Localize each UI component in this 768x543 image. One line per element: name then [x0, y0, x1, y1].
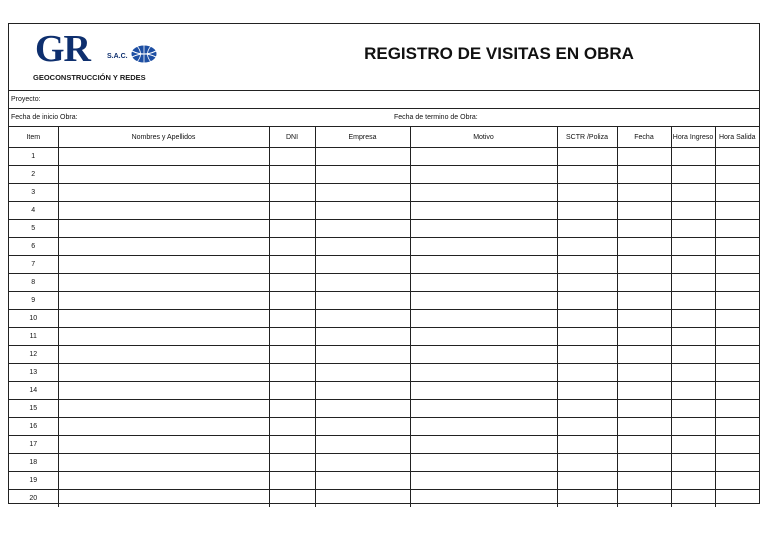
- reason-cell[interactable]: [410, 364, 557, 382]
- dni-cell[interactable]: [269, 202, 315, 220]
- name-cell[interactable]: [58, 472, 269, 490]
- sctr-cell[interactable]: [557, 274, 617, 292]
- date-cell[interactable]: [617, 346, 671, 364]
- date-cell[interactable]: [617, 382, 671, 400]
- reason-cell[interactable]: [410, 274, 557, 292]
- name-cell[interactable]: [58, 238, 269, 256]
- reason-cell[interactable]: [410, 184, 557, 202]
- name-cell[interactable]: [58, 148, 269, 166]
- table-row: [9, 202, 759, 220]
- date-cell[interactable]: [617, 472, 671, 490]
- time-out-cell[interactable]: [715, 292, 759, 310]
- company-cell[interactable]: [315, 382, 410, 400]
- date-cell[interactable]: [617, 166, 671, 184]
- company-name: GEOCONSTRUCCIÓN Y REDES: [33, 73, 146, 82]
- table-row: [9, 310, 759, 328]
- table-row: [9, 220, 759, 238]
- sctr-cell[interactable]: [557, 364, 617, 382]
- start-date-label: Fecha de inicio Obra:: [11, 114, 78, 121]
- time-in-cell[interactable]: [671, 238, 715, 256]
- sctr-cell[interactable]: [557, 256, 617, 274]
- company-cell[interactable]: [315, 238, 410, 256]
- dni-cell[interactable]: [269, 184, 315, 202]
- reason-cell[interactable]: [410, 328, 557, 346]
- company-cell[interactable]: [315, 490, 410, 508]
- name-cell[interactable]: [58, 400, 269, 418]
- table-header-row: [9, 127, 759, 148]
- date-cell[interactable]: [617, 292, 671, 310]
- time-out-cell[interactable]: [715, 436, 759, 454]
- name-cell[interactable]: [58, 382, 269, 400]
- date-cell[interactable]: [617, 274, 671, 292]
- reason-cell[interactable]: [410, 436, 557, 454]
- table-row: [9, 454, 759, 472]
- header-date: Fecha: [617, 127, 671, 148]
- table-row: [9, 364, 759, 382]
- dni-cell[interactable]: [269, 310, 315, 328]
- item-number: 1: [9, 148, 58, 166]
- time-out-cell[interactable]: [715, 490, 759, 508]
- company-cell[interactable]: [315, 436, 410, 454]
- time-out-cell[interactable]: [715, 148, 759, 166]
- dni-cell[interactable]: [269, 382, 315, 400]
- name-cell[interactable]: [58, 346, 269, 364]
- reason-cell[interactable]: [410, 382, 557, 400]
- company-cell[interactable]: [315, 400, 410, 418]
- time-out-cell[interactable]: [715, 184, 759, 202]
- item-number: 11: [9, 328, 58, 346]
- reason-cell[interactable]: [410, 166, 557, 184]
- dni-cell[interactable]: [269, 400, 315, 418]
- reason-cell[interactable]: [410, 490, 557, 508]
- time-out-cell[interactable]: [715, 274, 759, 292]
- company-cell[interactable]: [315, 202, 410, 220]
- date-cell[interactable]: [617, 220, 671, 238]
- reason-cell[interactable]: [410, 202, 557, 220]
- table-row: [9, 400, 759, 418]
- dni-cell[interactable]: [269, 256, 315, 274]
- company-cell[interactable]: [315, 220, 410, 238]
- time-out-cell[interactable]: [715, 220, 759, 238]
- document-header: [9, 24, 759, 91]
- time-in-cell[interactable]: [671, 364, 715, 382]
- sctr-cell[interactable]: [557, 382, 617, 400]
- sctr-cell[interactable]: [557, 220, 617, 238]
- name-cell[interactable]: [58, 490, 269, 508]
- company-cell[interactable]: [315, 310, 410, 328]
- time-out-cell[interactable]: [715, 418, 759, 436]
- sctr-cell[interactable]: [557, 346, 617, 364]
- item-number: 8: [9, 274, 58, 292]
- reason-cell[interactable]: [410, 346, 557, 364]
- time-in-cell[interactable]: [671, 436, 715, 454]
- item-number: 2: [9, 166, 58, 184]
- company-cell[interactable]: [315, 148, 410, 166]
- item-number: 18: [9, 454, 58, 472]
- name-cell[interactable]: [58, 166, 269, 184]
- time-out-cell[interactable]: [715, 400, 759, 418]
- time-in-cell[interactable]: [671, 328, 715, 346]
- table-row: [9, 490, 759, 508]
- name-cell[interactable]: [58, 220, 269, 238]
- company-cell[interactable]: [315, 454, 410, 472]
- visits-table: [9, 127, 759, 507]
- date-cell[interactable]: [617, 310, 671, 328]
- header-company: Empresa: [315, 127, 410, 148]
- document-title: REGISTRO DE VISITAS EN OBRA: [364, 44, 634, 63]
- table-row: [9, 328, 759, 346]
- dni-cell[interactable]: [269, 418, 315, 436]
- table-row: [9, 256, 759, 274]
- reason-cell[interactable]: [410, 256, 557, 274]
- item-number: 5: [9, 220, 58, 238]
- date-cell[interactable]: [617, 490, 671, 508]
- time-out-cell[interactable]: [715, 454, 759, 472]
- sctr-cell[interactable]: [557, 436, 617, 454]
- item-number: 19: [9, 472, 58, 490]
- sctr-cell[interactable]: [557, 454, 617, 472]
- logo-suffix: S.A.C.: [107, 53, 128, 60]
- sctr-cell[interactable]: [557, 148, 617, 166]
- date-cell[interactable]: [617, 148, 671, 166]
- table-row: [9, 436, 759, 454]
- company-cell[interactable]: [315, 292, 410, 310]
- name-cell[interactable]: [58, 454, 269, 472]
- time-in-cell[interactable]: [671, 490, 715, 508]
- project-row: [9, 91, 759, 109]
- header-item: Item: [9, 127, 58, 148]
- name-cell[interactable]: [58, 274, 269, 292]
- reason-cell[interactable]: [410, 292, 557, 310]
- dni-cell[interactable]: [269, 490, 315, 508]
- date-cell[interactable]: [617, 400, 671, 418]
- name-cell[interactable]: [58, 202, 269, 220]
- reason-cell[interactable]: [410, 310, 557, 328]
- table-row: [9, 184, 759, 202]
- time-in-cell[interactable]: [671, 382, 715, 400]
- time-in-cell[interactable]: [671, 418, 715, 436]
- dni-cell[interactable]: [269, 346, 315, 364]
- header-reason: Motivo: [410, 127, 557, 148]
- date-cell[interactable]: [617, 364, 671, 382]
- item-number: 13: [9, 364, 58, 382]
- dni-cell[interactable]: [269, 148, 315, 166]
- company-cell[interactable]: [315, 274, 410, 292]
- item-number: 12: [9, 346, 58, 364]
- time-out-cell[interactable]: [715, 364, 759, 382]
- item-number: 10: [9, 310, 58, 328]
- time-out-cell[interactable]: [715, 382, 759, 400]
- time-in-cell[interactable]: [671, 292, 715, 310]
- item-number: 4: [9, 202, 58, 220]
- reason-cell[interactable]: [410, 238, 557, 256]
- time-out-cell[interactable]: [715, 202, 759, 220]
- reason-cell[interactable]: [410, 220, 557, 238]
- company-cell[interactable]: [315, 166, 410, 184]
- item-number: 20: [9, 490, 58, 508]
- item-number: 3: [9, 184, 58, 202]
- time-out-cell[interactable]: [715, 238, 759, 256]
- dni-cell[interactable]: [269, 292, 315, 310]
- header-dni: DNI: [269, 127, 315, 148]
- company-cell[interactable]: [315, 364, 410, 382]
- reason-cell[interactable]: [410, 454, 557, 472]
- dni-cell[interactable]: [269, 166, 315, 184]
- company-cell[interactable]: [315, 346, 410, 364]
- name-cell[interactable]: [58, 436, 269, 454]
- item-number: 15: [9, 400, 58, 418]
- reason-cell[interactable]: [410, 400, 557, 418]
- date-cell[interactable]: [617, 256, 671, 274]
- table-row: [9, 346, 759, 364]
- item-number: 6: [9, 238, 58, 256]
- time-in-cell[interactable]: [671, 400, 715, 418]
- reason-cell[interactable]: [410, 148, 557, 166]
- header-sctr: SCTR /Poliza: [557, 127, 617, 148]
- name-cell[interactable]: [58, 328, 269, 346]
- time-in-cell[interactable]: [671, 184, 715, 202]
- item-number: 17: [9, 436, 58, 454]
- date-cell[interactable]: [617, 436, 671, 454]
- company-cell[interactable]: [315, 184, 410, 202]
- name-cell[interactable]: [58, 364, 269, 382]
- company-cell[interactable]: [315, 256, 410, 274]
- date-cell[interactable]: [617, 184, 671, 202]
- sctr-cell[interactable]: [557, 310, 617, 328]
- date-cell[interactable]: [617, 202, 671, 220]
- time-out-cell[interactable]: [715, 166, 759, 184]
- time-in-cell[interactable]: [671, 454, 715, 472]
- table-row: [9, 238, 759, 256]
- item-number: 9: [9, 292, 58, 310]
- logo-mark: GR: [35, 28, 90, 70]
- table-row: [9, 382, 759, 400]
- reason-cell[interactable]: [410, 418, 557, 436]
- end-date-label: Fecha de termino de Obra:: [394, 114, 478, 121]
- time-out-cell[interactable]: [715, 472, 759, 490]
- company-cell[interactable]: [315, 418, 410, 436]
- table-row: [9, 292, 759, 310]
- sctr-cell[interactable]: [557, 166, 617, 184]
- sctr-cell[interactable]: [557, 490, 617, 508]
- company-cell[interactable]: [315, 328, 410, 346]
- table-row: [9, 166, 759, 184]
- dni-cell[interactable]: [269, 436, 315, 454]
- sctr-cell[interactable]: [557, 328, 617, 346]
- dni-cell[interactable]: [269, 454, 315, 472]
- date-cell[interactable]: [617, 418, 671, 436]
- sctr-cell[interactable]: [557, 184, 617, 202]
- time-in-cell[interactable]: [671, 202, 715, 220]
- table-row: [9, 418, 759, 436]
- header-time-in: Hora Ingreso: [671, 127, 715, 148]
- name-cell[interactable]: [58, 292, 269, 310]
- time-in-cell[interactable]: [671, 274, 715, 292]
- sctr-cell[interactable]: [557, 400, 617, 418]
- name-cell[interactable]: [58, 256, 269, 274]
- time-out-cell[interactable]: [715, 256, 759, 274]
- item-number: 16: [9, 418, 58, 436]
- sctr-cell[interactable]: [557, 472, 617, 490]
- time-out-cell[interactable]: [715, 328, 759, 346]
- time-out-cell[interactable]: [715, 310, 759, 328]
- header-time-out: Hora Salida: [715, 127, 759, 148]
- sctr-cell[interactable]: [557, 202, 617, 220]
- date-cell[interactable]: [617, 328, 671, 346]
- table-row: [9, 472, 759, 490]
- sctr-cell[interactable]: [557, 418, 617, 436]
- company-logo: [31, 29, 191, 87]
- time-in-cell[interactable]: [671, 346, 715, 364]
- table-row: [9, 274, 759, 292]
- time-in-cell[interactable]: [671, 166, 715, 184]
- visit-register-sheet: [8, 23, 760, 504]
- name-cell[interactable]: [58, 418, 269, 436]
- time-in-cell[interactable]: [671, 148, 715, 166]
- dates-row: [9, 109, 759, 127]
- sctr-cell[interactable]: [557, 238, 617, 256]
- header-names: Nombres y Apellidos: [58, 127, 269, 148]
- project-label: Proyecto:: [11, 96, 41, 103]
- date-cell[interactable]: [617, 454, 671, 472]
- dni-cell[interactable]: [269, 274, 315, 292]
- date-cell[interactable]: [617, 238, 671, 256]
- time-in-cell[interactable]: [671, 472, 715, 490]
- item-number: 7: [9, 256, 58, 274]
- name-cell[interactable]: [58, 310, 269, 328]
- dni-cell[interactable]: [269, 364, 315, 382]
- time-out-cell[interactable]: [715, 346, 759, 364]
- company-cell[interactable]: [315, 472, 410, 490]
- time-in-cell[interactable]: [671, 310, 715, 328]
- time-in-cell[interactable]: [671, 256, 715, 274]
- dni-cell[interactable]: [269, 328, 315, 346]
- table-row: [9, 148, 759, 166]
- name-cell[interactable]: [58, 184, 269, 202]
- item-number: 14: [9, 382, 58, 400]
- dni-cell[interactable]: [269, 238, 315, 256]
- globe-icon: [129, 43, 159, 65]
- dni-cell[interactable]: [269, 220, 315, 238]
- dni-cell[interactable]: [269, 472, 315, 490]
- reason-cell[interactable]: [410, 472, 557, 490]
- time-in-cell[interactable]: [671, 220, 715, 238]
- sctr-cell[interactable]: [557, 292, 617, 310]
